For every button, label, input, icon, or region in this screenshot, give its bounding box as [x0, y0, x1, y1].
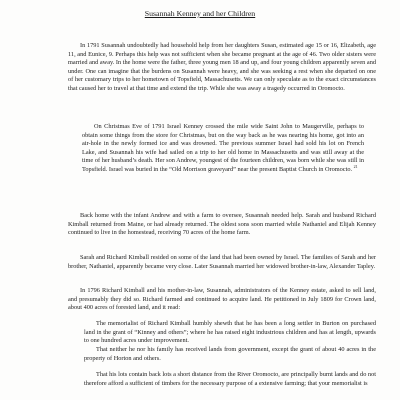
- paragraph-1841-household: In 1791 Susannah undoubtedly had household help from her daughters Susan, estimated age 15 or 16, Elizabeth, age 11, and Eunice, 9. Perhaps this help was not sufficient when she became pregnant at the age of 46. Two older sisters were married and away. In the home were the father, three young men 18 and up, and four young children apparently seven and under. One can imagine that the burdens on Susannah were heavy, and she was seeking a rest when she departed on one of her customary trips to her hometown of Topsfield, Massachusetts. We can only speculate as to the exact circumstances that caused her to travel at that time and extend the trip. While she was away a tragedy occurred in Oromocto.: [68, 42, 376, 92]
- paragraph-1796: In 1796 Richard Kimball and his mother-in-law, Susannah, administrators of the Kenney estate, asked to sell land, and presumably they did so. Richard farmed and continued to acquire land. He petitioned in July 1809 for Crown land, about 400 acres of forested land, and it read:: [68, 287, 376, 312]
- paragraph-sarah-richard: Sarah and Richard Kimball resided on some of the land that had been owned by Israel. The families of Sarah and her brother, Nathaniel, apparently became very close. Later Susannah married her widowed brother-in-law, Alexander Tapley.: [68, 254, 376, 270]
- memorial-paragraph-2: That neither he nor his family has received lands from government, except the grant of about 40 acres in the property of Horton and others.: [84, 346, 376, 362]
- memorial-paragraph-3: That his lots contain back lots a short distance from the River Oromocto, are principally burnt lands and do not therefore afford a sufficient of timbers for the necessary purpose of a extensive farming; that your memorialist is: [84, 371, 376, 387]
- quotation-christmas-eve: [82, 123, 364, 174]
- paragraph-back-home: Back home with the infant Andrew and with a farm to oversee, Susannah needed help. Sarah and husband Richard Kimball returned from Maine, or had already returned. The oldest sons soon married while Nathaniel and Elijah Kenney continued to live in the homestead, receiving 70 acres of the home farm.: [68, 212, 376, 237]
- page-title: Susannah Kenney and her Children: [144, 9, 256, 18]
- footnote-marker: 21: [353, 163, 358, 169]
- memorial-paragraph-1: The memorialist of Richard Kimball humbly shewth that he has been a long settler in Burton on purchased land in the grant of “Kinney and others”; where he has raised eight industrious children and has at length, upwards to one hundred acres under improvement.: [84, 320, 376, 345]
- quotation-text: On Christmas Eve of 1791 Israel Kenney crossed the mile wide Saint John to Maugerville, perhaps to obtain some things from the store for Christmas, but on the way back as he was nearing his home, got into an air-hole in the newly formed ice and was drowned. The previous summer Israel had sold his lot on French Lake, and Susannah his wife had sailed on a trip to her old home in Massachusetts and was still away at the time of her husband’s death. Her son Andrew, youngest of the fourteen children, was born while she was still in Topsfield. Israel was buried in the “Old Morrison graveyard” near the present Baptist Church in Oromocto.: [82, 123, 364, 173]
